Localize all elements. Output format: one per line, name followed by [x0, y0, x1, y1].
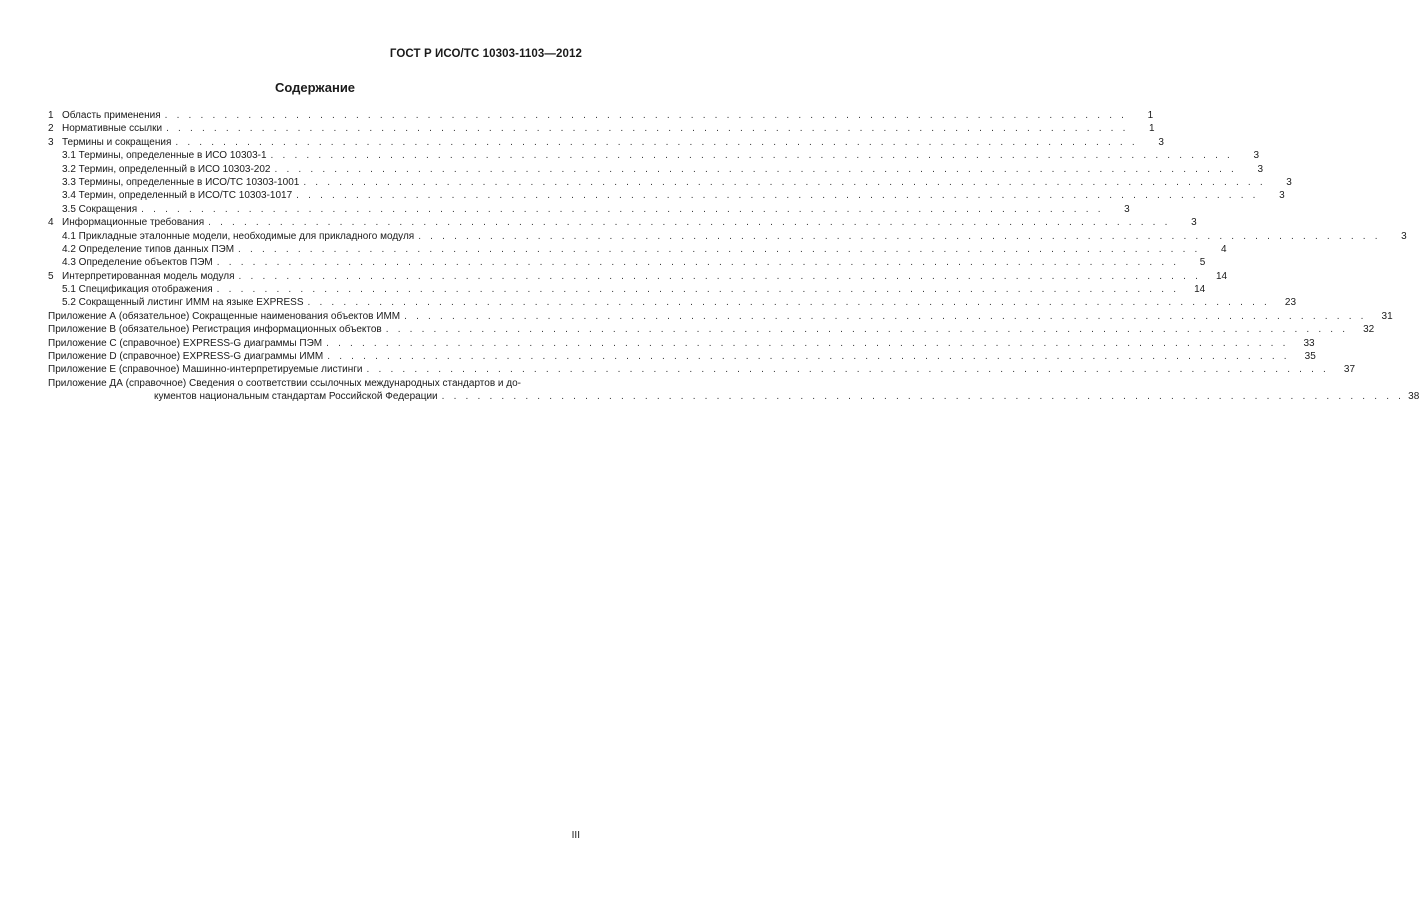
toc-leader-dots: . . . . . . . . . . . . . . . . . . . . . . . . . . . . . . . . . . . . . . . . . . . . . . . . . . . . . . . . . . . . . . . . . . . . . . . . . . . . . . . . . [274, 163, 1238, 175]
toc-annex-title: Приложение А (обязательное) Сокращенные наименования объектов ИММ [48, 310, 401, 322]
toc-annex-entry[interactable] [48, 350, 1316, 363]
toc-entry[interactable] [48, 270, 1228, 283]
toc-entry-page: 4 [1220, 243, 1227, 255]
toc-leader-dots: . . . . . . . . . . . . . . . . . . . . . . . . . . . . . . . . . . . . . . . . . . . . . . . . . . . . . . . . . . . . . . . . . . . . . . . . . . . . . . . . . [175, 136, 1138, 148]
toc-entry-number: 5 [48, 270, 54, 282]
toc-leader-dots: . . . . . . . . . . . . . . . . . . . . . . . . . . . . . . . . . . . . . . . . . . . . . . . . . . . . . . . . . . . . . . . . . . . . . . . . . . . . . . . . . [326, 337, 1289, 349]
toc-leader-dots: . . . . . . . . . . . . . . . . . . . . . . . . . . . . . . . . . . . . . . . . . . . . . . . . . . . . . . . . . . . . . . . . . . . . . . . . . . . . . . . . . [141, 203, 1104, 215]
toc-annex-title: Приложение D (справочное) EXPRESS-G диаграммы ИММ [48, 351, 324, 363]
toc-entry-page: 3 [1286, 176, 1292, 188]
toc-subentry[interactable] [48, 230, 1407, 243]
toc-entry-title: Нормативные ссылки [62, 123, 163, 135]
toc-entry-page: 32 [1363, 324, 1375, 336]
toc-leader-dots: . . . . . . . . . . . . . . . . . . . . . . . . . . . . . . . . . . . . . . . . . . . . . . . . . . . . . . . . . . . . . . . . . . . . . . . . . . . . . . . . . [208, 217, 1171, 229]
toc-entry-title: 5.2 Сокращенный листинг ИММ на языке EXPRESS [62, 297, 304, 309]
toc-annex-title-line2: кументов национальным стандартам Российской Федерации [154, 391, 438, 403]
toc-entry-page: 3 [1279, 190, 1285, 202]
toc-entry-title: 3.3 Термины, определенные в ИСО/ТС 10303-1001 [62, 176, 300, 188]
toc-entry-number: 4 [48, 217, 54, 229]
toc-leader-dots: . . . . . . . . . . . . . . . . . . . . . . . . . . . . . . . . . . . . . . . . . . . . . . . . . . . . . . . . . . . . . . . . . . . . . . . . . . . . . . . . . [270, 150, 1234, 162]
toc-entry-page: 3 [1257, 163, 1264, 175]
toc-subentry[interactable] [48, 203, 1130, 216]
toc-annex-da-entry[interactable] [48, 377, 1419, 404]
toc-leader-dots: . . . . . . . . . . . . . . . . . . . . . . . . . . . . . . . . . . . . . . . . . . . . . . . . . . . . . . . . . . . . . . . . . . . . . . . . . . . . . . . . . [404, 310, 1367, 322]
toc-leader-dots: . . . . . . . . . . . . . . . . . . . . . . . . . . . . . . . . . . . . . . . . . . . . . . . . . . . . . . . . . . . . . . . . . . . . . . . . . . . . . . . . . [307, 297, 1271, 309]
toc-subentry[interactable] [48, 189, 1285, 202]
toc-subentry[interactable] [48, 149, 1260, 162]
toc-entry-title: 3.4 Термин, определенный в ИСО/ТС 10303-1017 [62, 190, 293, 202]
toc-annex-title: Приложение С (справочное) EXPRESS-G диаграммы ПЭМ [48, 337, 323, 349]
toc-annex-title: Приложение В (обязательное) Регистрация информационных объектов [48, 324, 382, 336]
toc-entry-page: 3 [1191, 217, 1197, 229]
toc-entry-title: 4.1 Прикладные эталонные модели, необходимые для прикладного модуля [62, 230, 415, 242]
toc-entry[interactable] [48, 136, 1164, 149]
toc-entry-title: 4.2 Определение типов данных ПЭМ [62, 243, 235, 255]
toc-entry-title: Информационные требования [62, 217, 205, 229]
toc-entry-title: 5.1 Спецификация отображения [62, 284, 213, 296]
page-number: III [571, 830, 580, 841]
toc-entry-title: 3.1 Термины, определенные в ИСО 10303-1 [62, 150, 267, 162]
toc-entry-page: 3 [1124, 203, 1130, 215]
toc-leader-dots: . . . . . . . . . . . . . . . . . . . . . . . . . . . . . . . . . . . . . . . . . . . . . . . . . . . . . . . . . . . . . . . . . . . . . . . . . . . . . . . . . [216, 284, 1180, 296]
toc-entry-page: 31 [1381, 310, 1393, 322]
toc-entry-page: 33 [1303, 337, 1315, 349]
toc-leader-dots: . . . . . . . . . . . . . . . . . . . . . . . . . . . . . . . . . . . . . . . . . . . . . . . . . . . . . . . . . . . . . . . . . . . . . . . . . . . . . . . . . [216, 257, 1180, 269]
toc-leader-dots: . . . . . . . . . . . . . . . . . . . . . . . . . . . . . . . . . . . . . . . . . . . . . . . . . . . . . . . . . . . . . . . . . . . . . . . . . . . . . . . . . [366, 364, 1330, 376]
toc-entry-title: Термины и сокращения [62, 136, 172, 148]
toc-entry-title: Интерпретированная модель модуля [62, 270, 235, 282]
toc-leader-dots: . . . . . . . . . . . . . . . . . . . . . . . . . . . . . . . . . . . . . . . . . . . . . . . . . . . . . . . . . . . . . . . . . . . . . . . . . . . . . . . . . [418, 230, 1381, 242]
toc-subentry[interactable] [48, 256, 1206, 269]
toc-leader-dots: . . . . . . . . . . . . . . . . . . . . . . . . . . . . . . . . . . . . . . . . . . . . . . . . . . . . . . . . . . . . . . . . . . . . . . . . . . . . . . . . . [238, 270, 1202, 282]
toc-entry-page: 14 [1215, 270, 1228, 282]
toc-leader-dots: . . . . . . . . . . . . . . . . . . . . . . . . . . . . . . . . . . . . . . . . . . . . . . . . . . . . . . . . . . . . . . . . . . . . . . . . . . . . . . . . . [238, 243, 1201, 255]
toc-leader-dots: . . . . . . . . . . . . . . . . . . . . . . . . . . . . . . . . . . . . . . . . . . . . . . . . . . . . . . . . . . . . . . . . . . . . . . . . . . . . . . . . . [385, 324, 1349, 336]
toc-entry[interactable] [48, 216, 1197, 229]
toc-subentry[interactable] [48, 283, 1206, 296]
toc-annex-entry[interactable] [48, 337, 1315, 350]
toc-entry-page: 38 [1408, 391, 1419, 403]
toc-annex-entry[interactable] [48, 323, 1375, 336]
toc-leader-dots: . . . . . . . . . . . . . . . . . . . . . . . . . . . . . . . . . . . . . . . . . . . . . . . . . . . . . . . . . . . . . . . . . . . . . . . . . . . . . . . . . [296, 190, 1259, 202]
toc-entry-number: 1 [48, 109, 54, 121]
toc-subentry[interactable] [48, 243, 1227, 256]
toc-annex-entry[interactable] [48, 363, 1356, 376]
toc-subentry[interactable] [48, 296, 1297, 309]
toc-entry-number: 2 [48, 123, 54, 135]
toc-subentry[interactable] [48, 176, 1292, 189]
toc-leader-dots: . . . . . . . . . . . . . . . . . . . . . . . . . . . . . . . . . . . . . . . . . . . . . . . . . . . . . . . . . . . . . . . . . . . . . . . . . . . . . . . . . [327, 351, 1290, 363]
toc-entry-page: 1 [1149, 123, 1155, 135]
table-of-contents [48, 109, 1419, 404]
toc-entry-page: 35 [1304, 351, 1316, 363]
page-title: Содержание [274, 80, 356, 95]
toc-entry-title: Область применения [62, 109, 161, 121]
toc-entry[interactable] [48, 122, 1155, 135]
toc-entry-title: 4.3 Определение объектов ПЭМ [62, 257, 213, 269]
toc-entry-page: 3 [1401, 230, 1407, 242]
toc-entry-title: 3.5 Сокращения [62, 203, 138, 215]
toc-entry-number: 3 [48, 136, 54, 148]
toc-entry-page: 37 [1343, 364, 1356, 376]
toc-entry[interactable] [48, 109, 1154, 122]
toc-leader-dots: . . . . . . . . . . . . . . . . . . . . . . . . . . . . . . . . . . . . . . . . . . . . . . . . . . . . . . . . . . . . . . . . . . . . . . . . . . . . . . . . . [303, 176, 1266, 188]
toc-leader-dots: . . . . . . . . . . . . . . . . . . . . . . . . . . . . . . . . . . . . . . . . . . . . . . . . . . . . . . . . . . . . . . . . . . . . . . . . . . . . . . . . . [166, 123, 1129, 135]
toc-subentry[interactable] [48, 163, 1264, 176]
toc-leader-dots: . . . . . . . . . . . . . . . . . . . . . . . . . . . . . . . . . . . . . . . . . . . . . . . . . . . . . . . . . . . . . . . . . . . . . . . . . . . . . . . . . [441, 391, 1405, 403]
toc-entry-page: 3 [1158, 136, 1164, 148]
toc-entry-page: 23 [1284, 297, 1297, 309]
toc-annex-title: Приложение Е (справочное) Машинно-интерпретируемые листинги [48, 364, 363, 376]
toc-entry-page: 5 [1199, 257, 1206, 269]
toc-entry-page: 14 [1194, 284, 1206, 296]
toc-annex-title-line1: Приложение ДА (справочное) Сведения о соответствии ссылочных международных стандартов и до- [48, 377, 521, 389]
toc-leader-dots: . . . . . . . . . . . . . . . . . . . . . . . . . . . . . . . . . . . . . . . . . . . . . . . . . . . . . . . . . . . . . . . . . . . . . . . . . . . . . . . . . [164, 109, 1128, 121]
toc-entry-title: 3.2 Термин, определенный в ИСО 10303-202 [62, 163, 271, 175]
document-code-header: ГОСТ Р ИСО/ТС 10303-1103—2012 [389, 48, 582, 60]
toc-entry-page: 1 [1147, 109, 1154, 121]
toc-annex-entry[interactable] [48, 310, 1393, 323]
toc-entry-page: 3 [1253, 150, 1260, 162]
